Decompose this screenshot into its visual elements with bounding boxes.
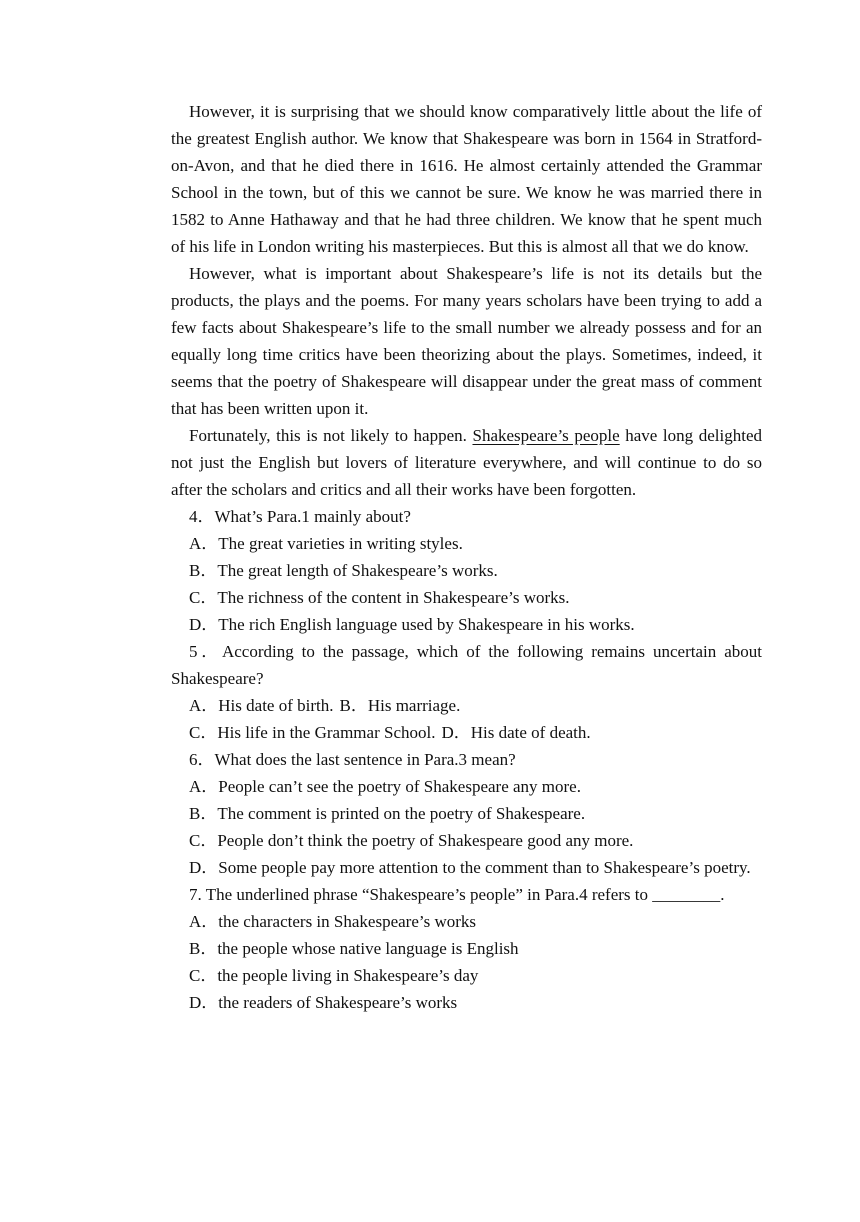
question-4-option-c: C．The richness of the content in Shakespeare’s works. (189, 588, 570, 607)
question-5-option-a: A．His date of birth. (189, 696, 334, 715)
question-6-option-a: A．People can’t see the poetry of Shakespeare any more. (189, 777, 581, 796)
paragraph-3-text-before: Fortunately, this is not likely to happen. (189, 426, 467, 445)
question-5-option-c: C．His life in the Grammar School. (189, 723, 436, 742)
question-4-option-a: A．The great varieties in writing styles. (189, 534, 463, 553)
question-6-option-d: D．Some people pay more attention to the comment than to Shakespeare’s poetry. (189, 858, 751, 877)
question-4-option-b: B．The great length of Shakespeare’s works. (189, 561, 498, 580)
question-5-options-ab (171, 692, 762, 719)
passage-paragraph-2: However, what is important about Shakespeare’s life is not its details but the products, the plays and the poems. For many years scholars have been trying to add a few facts about Shakespeare’s life to the small number we already possess and for an equally long time critics have been theorizing about the plays. Sometimes, indeed, it seems that the poetry of Shakespeare will disappear under the great mass of comment that has been written upon it. (171, 264, 762, 418)
question-5-options-cd (171, 719, 762, 746)
question-6-option-c: C．People don’t think the poetry of Shakespeare good any more. (189, 831, 634, 850)
question-7-option-a: A．the characters in Shakespeare’s works (189, 912, 477, 931)
question-7-option-b: B．the people whose native language is English (189, 939, 519, 958)
passage-paragraph-3 (171, 422, 762, 503)
question-4-stem: 4．What’s Para.1 mainly about? (189, 507, 411, 526)
question-5-option-d: D．His date of death. (441, 723, 591, 742)
question-7-stem: 7. The underlined phrase “Shakespeare’s people” in Para.4 refers to ________. (189, 885, 725, 904)
question-6-stem: 6．What does the last sentence in Para.3 mean? (189, 750, 516, 769)
question-5-stem: 5．According to the passage, which of the following remains uncertain about Shakespeare? (171, 642, 762, 688)
question-5-option-b: B．His marriage. (339, 696, 461, 715)
underlined-phrase: Shakespeare’s people (472, 426, 620, 445)
question-7-option-c: C．the people living in Shakespeare’s day (189, 966, 479, 985)
question-4-option-d: D．The rich English language used by Shakespeare in his works. (189, 615, 635, 634)
question-6-option-b: B．The comment is printed on the poetry of Shakespeare. (189, 804, 586, 823)
passage-paragraph-1: However, it is surprising that we should know comparatively little about the life of the greatest English author. We know that Shakespeare was born in 1564 in Stratford-on-Avon, and that he died there in 1616. He almost certainly attended the Grammar School in the town, but of this we cannot be sure. We know he was married there in 1582 to Anne Hathaway and that he had three children. We know that he spent much of his life in London writing his masterpieces. But this is almost all that we do know. (171, 102, 762, 256)
paragraph-3-text-after: have long delighted not just the English but lovers of literature everywhere, and will continue to do so after the scholars and critics and all their works have been forgotten. (171, 426, 762, 499)
question-7-option-d: D．the readers of Shakespeare’s works (189, 993, 458, 1012)
document-page (171, 98, 762, 1016)
